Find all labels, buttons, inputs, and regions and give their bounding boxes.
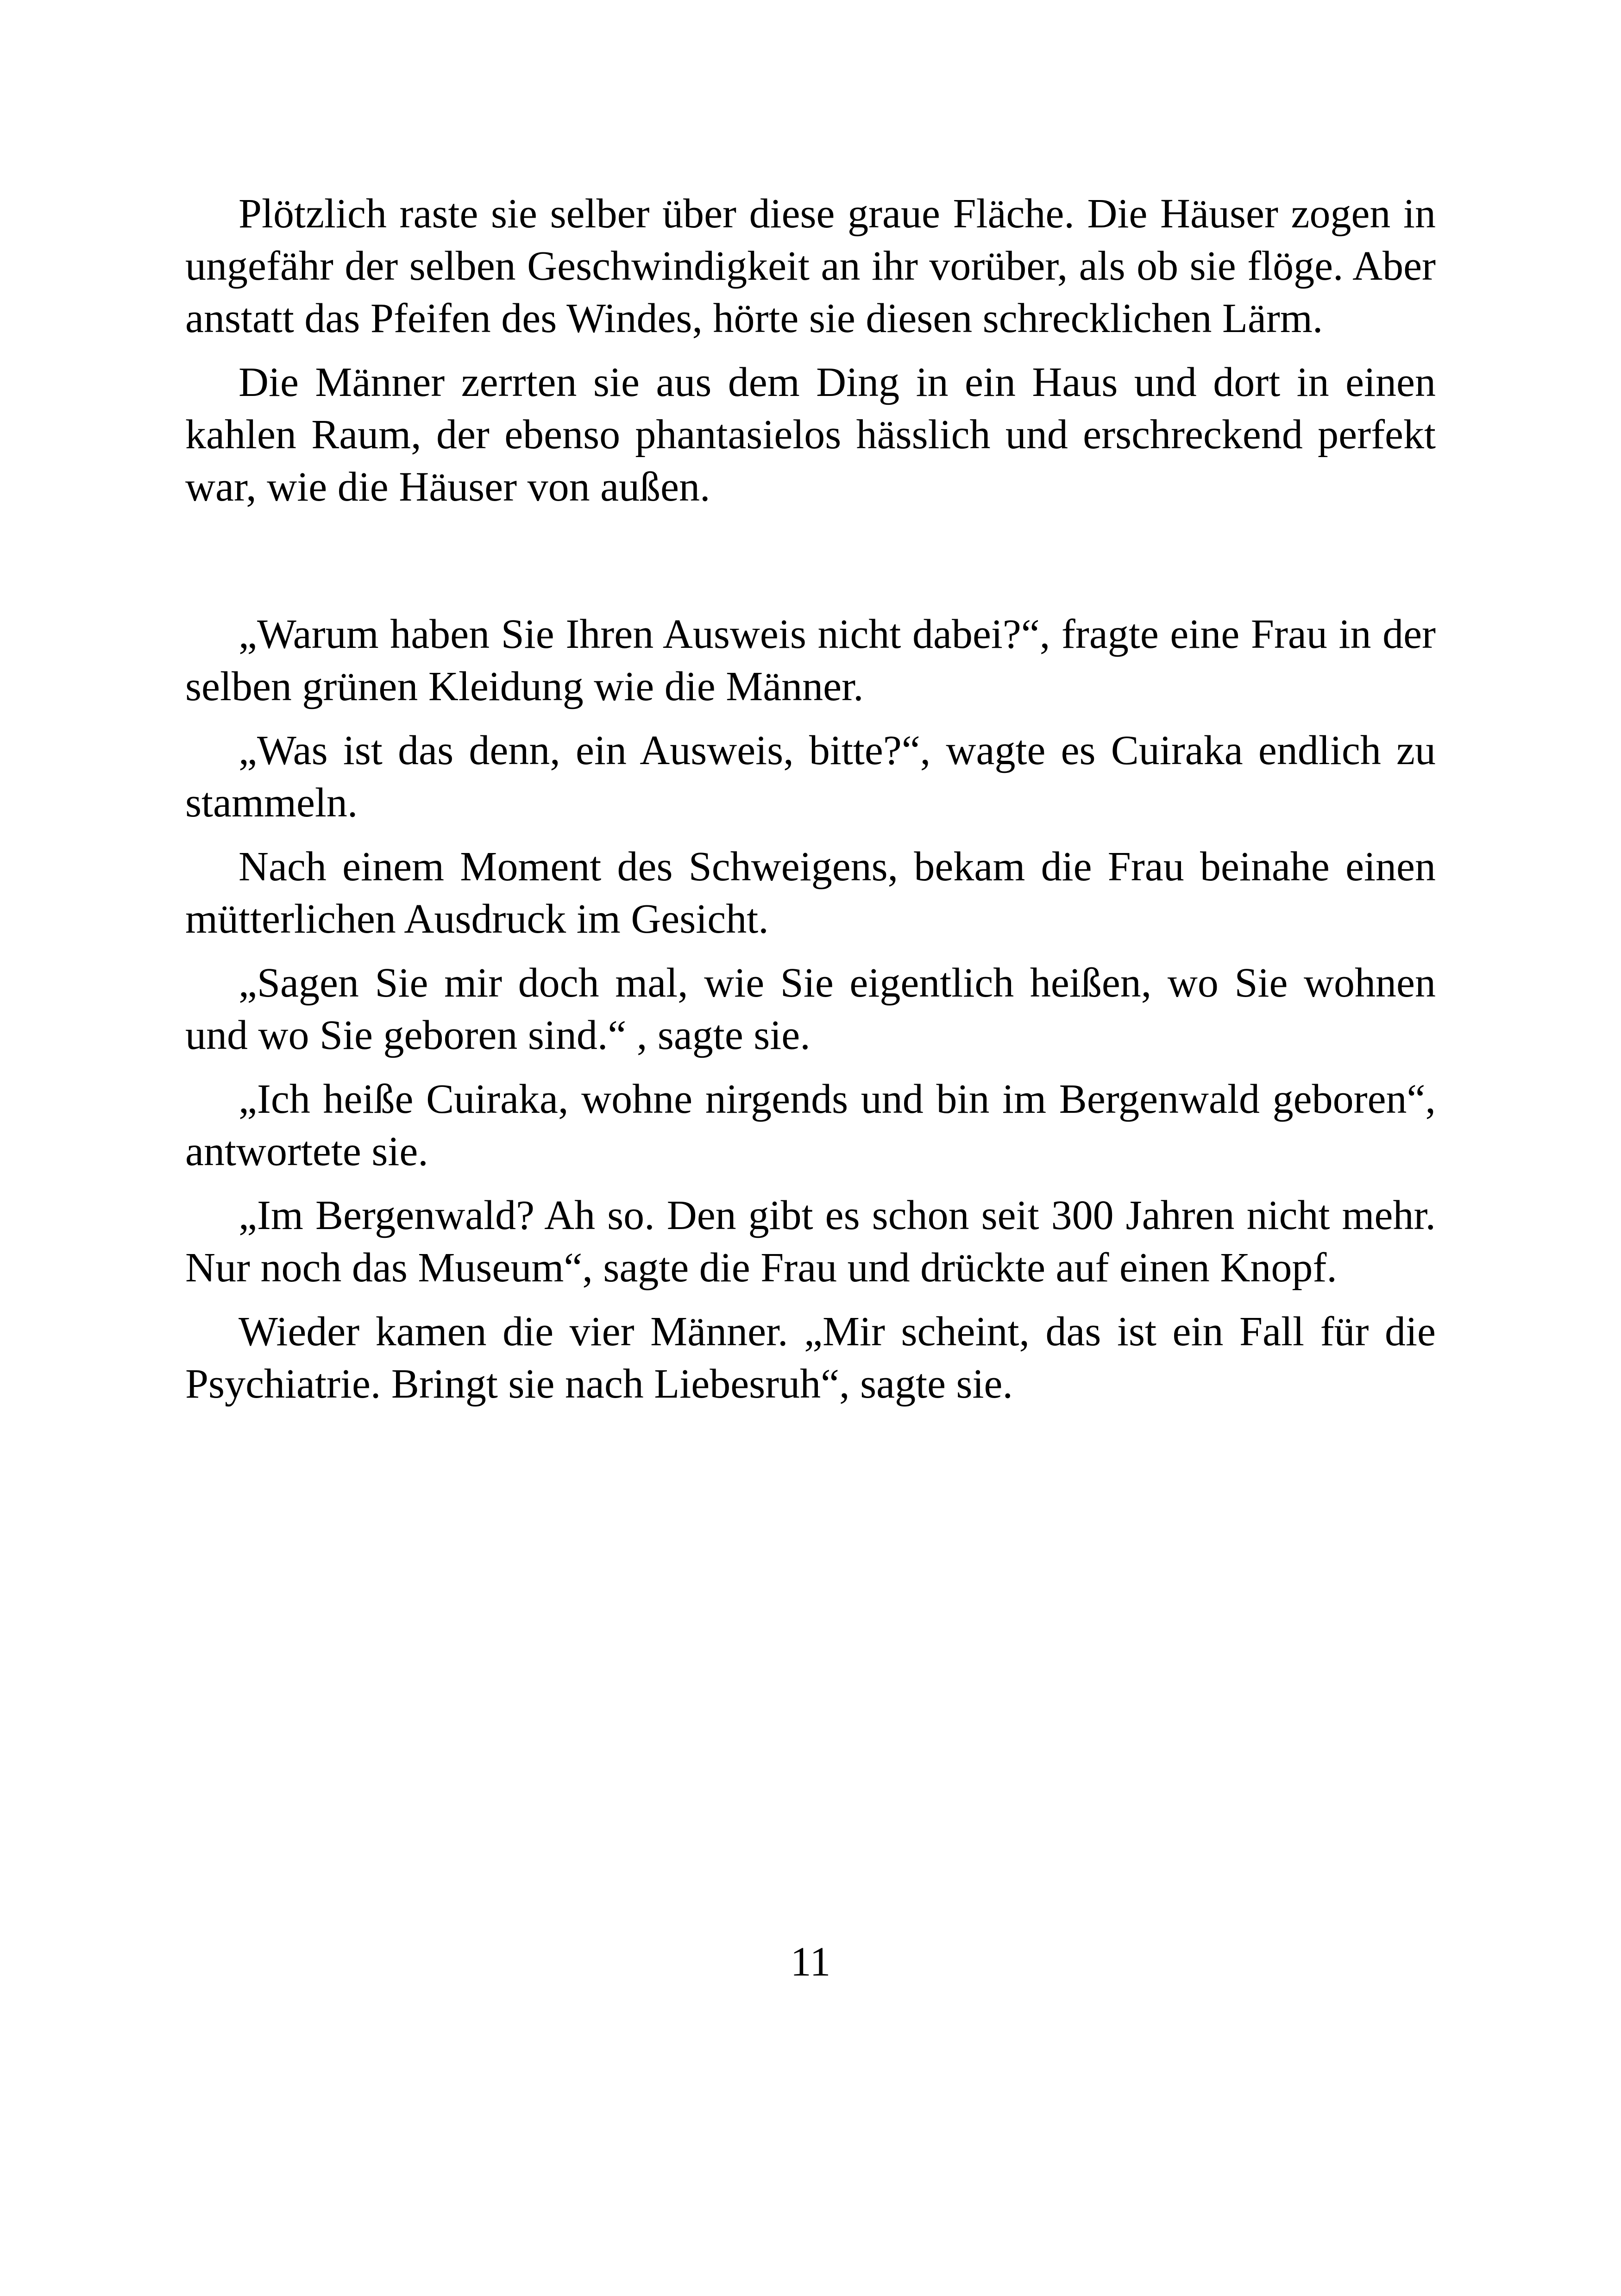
paragraph: Die Männer zerrten sie aus dem Ding in ein Haus und dort in einen kahlen Raum, der ebenso phantasielos hässlich und erschreckend perfekt war, wie die Häuser von außen. [185, 359, 1436, 510]
paragraph: „Sagen Sie mir doch mal, wie Sie eigentlich heißen, wo Sie wohnen und wo Sie geboren sind.“ , sagte sie. [185, 960, 1436, 1058]
paragraph: „Ich heiße Cuiraka, wohne nirgends und bin im Bergenwald geboren“, antwortete sie. [185, 1076, 1436, 1174]
paragraph: Nach einem Moment des Schweigens, bekam die Frau beinahe einen mütterlichen Ausdruck im Gesicht. [185, 844, 1436, 942]
paragraph: „Im Bergenwald? Ah so. Den gibt es schon seit 300 Jahren nicht mehr. Nur noch das Museum“, sagte die Frau und drückte auf einen Knopf. [185, 1192, 1436, 1291]
paragraph: Wieder kamen die vier Männer. „Mir scheint, das ist ein Fall für die Psychiatrie. Bringt sie nach Liebesruh“, sagte sie. [185, 1309, 1436, 1407]
body-text [185, 188, 1436, 1422]
paragraph: „Warum haben Sie Ihren Ausweis nicht dabei?“, fragte eine Frau in der selben grünen Kleidung wie die Männer. [185, 611, 1436, 709]
paragraph: Plötzlich raste sie selber über diese graue Fläche. Die Häuser zogen in ungefähr der selben Geschwindigkeit an ihr vorüber, als ob sie flöge. Aber anstatt das Pfeifen des Windes, hörte sie diesen schrecklichen Lärm. [185, 191, 1436, 341]
page-number: 11 [790, 1939, 831, 1985]
paragraph: „Was ist das denn, ein Ausweis, bitte?“, wagte es Cuiraka endlich zu stammeln. [185, 728, 1436, 826]
